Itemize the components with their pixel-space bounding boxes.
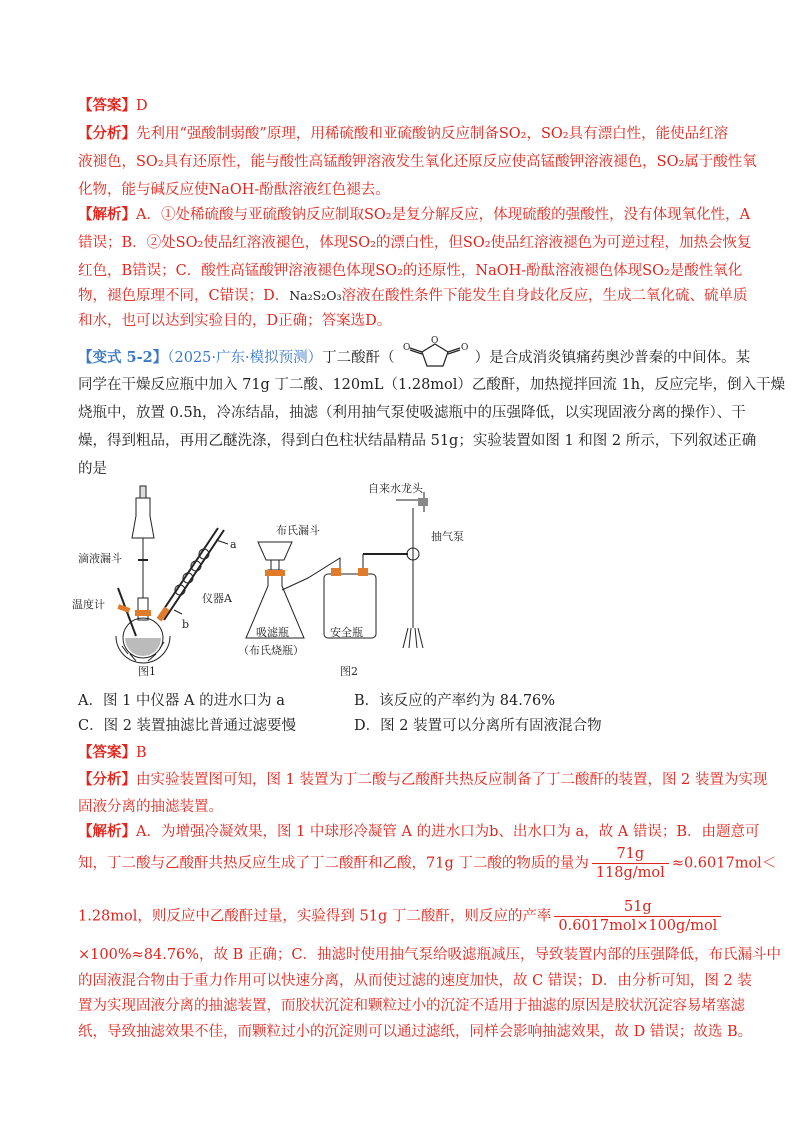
q2-stem-l1: 【变式 5-2】（2025·广东·模拟预测）丁二酸酐（ O O O ）是合成消炎镇痛药奥沙普秦的中间体。某 xyxy=(78,345,750,371)
label-instrument-a: 仪器A xyxy=(202,592,232,605)
figure2-apparatus xyxy=(246,492,428,648)
svg-text:O: O xyxy=(402,343,411,353)
q2-explain-l2: 知，丁二酸与乙酸酐共热反应生成了丁二酸酐和乙酸，71g 丁二酸的物质的量为 $\frac{71g}{\text{118g/mol}}$ ≈0.6017mol＜ xyxy=(78,846,777,881)
option-d[interactable]: D．图 2 装置可以分离所有固液混合物 xyxy=(354,718,602,734)
q2-explain-l4: ×100%≈84.76%，故 B 正确；C．抽滤时使用抽气泵给吸滤瓶减压，导致装置内部的压强降低，布氏漏斗中 xyxy=(78,947,782,963)
formula-na2s2o3: Na₂S₂O₃ xyxy=(289,288,342,303)
q1-analysis-l1: 【分析】先利用“强酸制弱酸”原理，用稀硫酸和亚硫酸钠反应制备SO₂，SO₂具有漂白性，能使品红溶 xyxy=(78,125,729,142)
succinic-anhydride-structure xyxy=(395,335,475,371)
svg-text:O: O xyxy=(430,336,439,346)
q2-explain-l7: 纸，导致抽滤效果不佳，而颗粒过小的沉淀则可以通过滤纸，同样会影响抽滤效果，故 D 错误；故选 B。 xyxy=(78,1024,753,1040)
q2-answer: 【答案】B xyxy=(78,744,147,761)
option-c[interactable]: C．图 2 装置抽滤比普通过滤要慢 xyxy=(78,718,297,734)
q1-answer: 【答案】D xyxy=(78,97,148,114)
label-port-b: b xyxy=(182,618,190,631)
q2-stem-l5: 的是 xyxy=(78,461,107,477)
fraction-yield: $\frac{51g}{\text{0.6017mol×100g/mol}}$ xyxy=(554,898,721,935)
q2-stem-l2: 同学在干燥反应瓶中加入 71g 丁二酸、120mL（1.28mol）乙酸酐，加热搅拌回流 1h，反应完毕，倒入干燥 xyxy=(78,377,786,393)
q2-explain-l6: 置为实现固液分离的抽滤装置，而胶状沉淀和颗粒过小的沉淀不适用于抽滤的原因是胶状沉淀容易堵塞滤 xyxy=(78,998,745,1014)
q2-analysis-l1: 【分析】由实验装置图可知，图 1 装置为丁二酸与乙酸酐共热反应制备了丁二酸酐的装置，图 2 装置为实现 xyxy=(78,771,768,788)
label-buchner-funnel: 布氏漏斗 xyxy=(276,524,320,537)
figure1-apparatus xyxy=(116,486,228,663)
q1-explain-l4: 物，褪色原理不同，C错误；D．Na₂S₂O₃溶液在酸性条件下能发生自身歧化反应，生成二氧化硫、硫单质 xyxy=(78,288,748,304)
label-tap: 自来水龙头 xyxy=(368,482,423,495)
q1-explain-l2: 错误；B．②处SO₂使品红溶液褪色，体现SO₂的漂白性，但SO₂使品红溶液褪色为可逆过程，加热会恢复 xyxy=(78,235,752,251)
label-filter-flask-alt: （布氏烧瓶） xyxy=(238,644,304,657)
q2-explain-l1: 【解析】A．为增强冷凝效果，图 1 中球形冷凝管 A 的进水口为b、出水口为 a，故 A 错误；B．由题意可 xyxy=(78,823,760,840)
option-b[interactable]: B．该反应的产率约为 84.76% xyxy=(354,693,556,709)
q1-explain-l1: 【解析】A．①处稀硫酸与亚硫酸钠反应制取SO₂是复分解反应，体现硫酸的强酸性，没有体现氧化性，A xyxy=(78,206,751,223)
label-port-a: a xyxy=(230,538,237,551)
q1-explain-l5: 和水，也可以达到实验目的，D正确；答案选D。 xyxy=(78,313,392,329)
fraction-moles: $\frac{71g}{\text{118g/mol}}$ xyxy=(592,845,669,882)
q2-explain-l5: 的固液混合物由于重力作用可以快速分离，从而使过滤的速度加快，故 C 错误；D．由分析可知，图 2 装 xyxy=(78,973,752,989)
figure2-caption: 图2 xyxy=(340,665,358,678)
label-pump: 抽气泵 xyxy=(431,530,464,543)
q2-explain-l3: 1.28mol，则反应中乙酸酐过量，实验得到 51g 丁二酸酐，则反应的产率 $\frac{51g}{\text{0.6017mol×100g/mol}}$ xyxy=(78,898,724,935)
svg-text:O: O xyxy=(460,343,469,353)
variant-tag: 【变式 5-2】 xyxy=(78,349,168,366)
q1-analysis-l2: 液褪色，SO₂具有还原性，能与酸性高锰酸钾溶液发生氧化还原反应使高锰酸钾溶液褪色，SO₂属于酸性氧 xyxy=(78,154,757,170)
q2-analysis-l2: 固液分离的抽滤装置。 xyxy=(78,799,223,815)
q1-explain-l3: 红色，B错误；C．酸性高锰酸钾溶液褪色体现SO₂的还原性，NaOH-酚酞溶液褪色体现SO₂是酸性氧化 xyxy=(78,263,743,279)
label-dropping-funnel: 滴液漏斗 xyxy=(78,552,122,565)
label-filter-flask: 吸滤瓶 xyxy=(256,626,289,639)
label-thermometer: 温度计 xyxy=(72,598,105,611)
option-a[interactable]: A．图 1 中仪器 A 的进水口为 a xyxy=(78,693,285,709)
figure1-caption: 图1 xyxy=(138,665,156,678)
source-tag: （2025·广东·模拟预测） xyxy=(167,350,323,366)
q2-stem-l3: 烧瓶中，放置 0.5h，冷冻结晶，抽滤（利用抽气泵使吸滤瓶中的压强降低，以实现固液分离的操作）、干 xyxy=(78,405,746,421)
q1-analysis-l3: 化物，能与碱反应使NaOH-酚酞溶液红色褪去。 xyxy=(78,182,390,198)
label-safety-bottle: 安全瓶 xyxy=(330,626,363,639)
q2-stem-l4: 燥，得到粗品，再用乙醚洗涤，得到白色柱状结晶精品 51g；实验装置如图 1 和图 2 所示，下列叙述正确 xyxy=(78,433,757,449)
apparatus-figure xyxy=(72,478,478,683)
